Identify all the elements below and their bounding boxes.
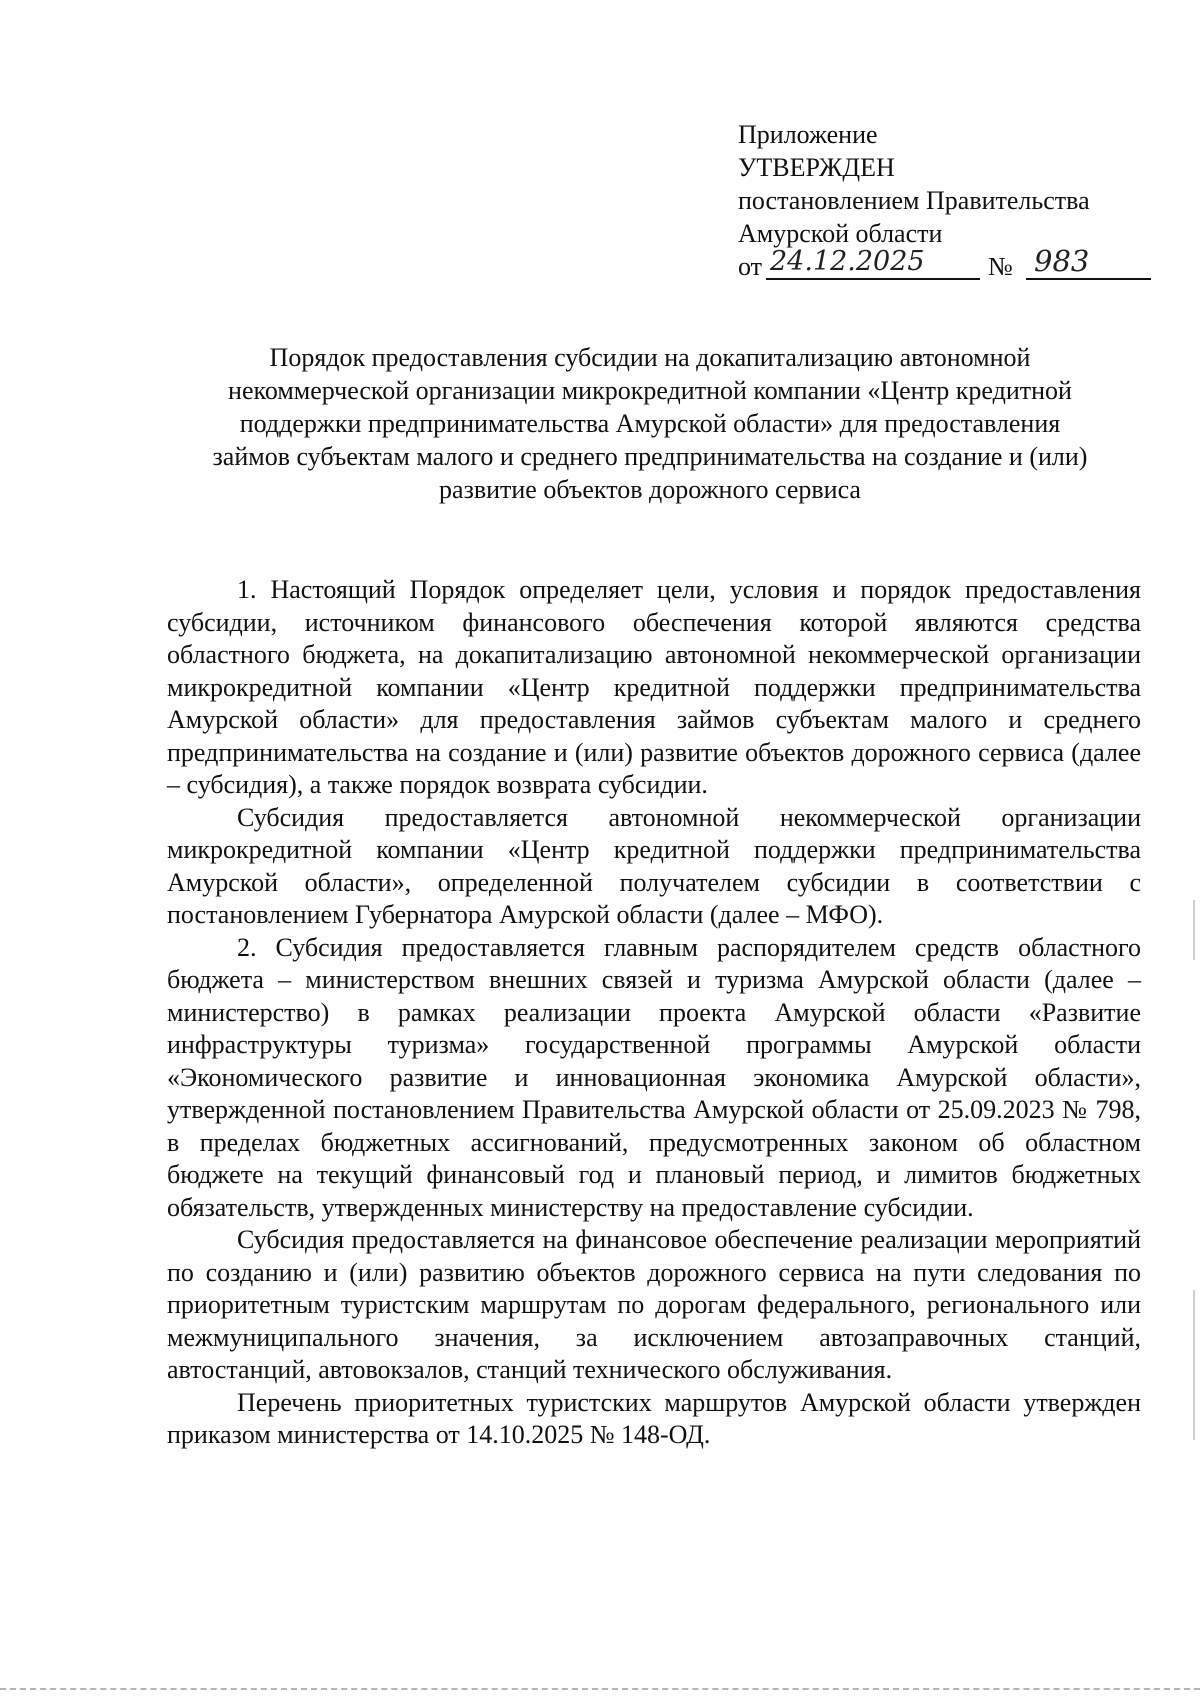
approval-authority-line: постановлением Правительства <box>738 186 1090 215</box>
title-line: некоммерческой организации микрокредитной компании «Центр кредитной <box>228 376 1072 405</box>
title-line: Порядок предоставления субсидии на докапитализацию автономной <box>269 343 1031 372</box>
approval-date-number-line <box>738 244 1138 288</box>
approval-approved-label: УТВЕРЖДЕН <box>738 153 895 182</box>
date-prefix: от <box>738 252 763 281</box>
paragraph-5: Перечень приоритетных туристских маршрутов Амурской области утвержден приказом министерства от 14.10.2025 № 148-ОД. <box>167 1387 1141 1449</box>
handwritten-number: 983 <box>1026 245 1151 280</box>
paragraph-4: Субсидия предоставляется на финансовое обеспечение реализации мероприятий по созданию и (или) развитию объектов дорожного сервиса на пути следования по приоритетным туристским маршрутам по дорогам федерального, регионального или межмуниципального значения, за исключением автозаправочных станций, автостанций, автовокзалов, станций технического обслуживания. <box>167 1225 1141 1384</box>
number-prefix: № <box>988 252 1013 281</box>
scan-bottom-line <box>0 1688 1200 1690</box>
scan-edge-mark <box>1193 1290 1195 1440</box>
approval-appendix-label: Приложение <box>738 120 878 149</box>
paragraph-2: Субсидия предоставляется автономной некоммерческой организации микрокредитной компании «Центр кредитной поддержки предпринимательства Амурской области», определенной получателем субсидии в соответствии с постановлением Губернатора Амурской области (далее – МФО). <box>167 802 1141 929</box>
document-title <box>160 341 1140 506</box>
document-body <box>167 574 1141 1452</box>
title-line: поддержки предпринимательства Амурской области» для предоставления <box>239 409 1061 438</box>
paragraph-3: 2. Субсидия предоставляется главным распорядителем средств областного бюджета – министерством внешних связей и туризма Амурской области (далее – министерство) в рамках реализации проекта Амурской области «Развитие инфраструктуры туризма» государственной программы Амурской области «Экономического развитие и инновационная экономика Амурской области», утвержденной постановлением Правительства Амурской области от 25.09.2023 № 798, в пределах бюджетных ассигнований, предусмотренных законом об областном бюджете на текущий финансовый год и плановый период, и лимитов бюджетных обязательств, утвержденных министерству на предоставление субсидии. <box>167 932 1141 1222</box>
approval-region-line: Амурской области <box>738 219 943 248</box>
scan-edge-mark <box>1193 900 1195 960</box>
title-line: развитие объектов дорожного сервиса <box>439 475 861 504</box>
handwritten-date: 24.12.2025 <box>766 245 980 280</box>
title-line: займов субъектам малого и среднего предпринимательства на создание и (или) <box>212 442 1088 471</box>
approval-block <box>738 118 1138 288</box>
paragraph-1: 1. Настоящий Порядок определяет цели, условия и порядок предоставления субсидии, источником финансового обеспечения которой являются средства областного бюджета, на докапитализацию автономной некоммерческой организации микрокредитной компании «Центр кредитной поддержки предпринимательства Амурской области» для предоставления займов субъектам малого и среднего предпринимательства на создание и (или) развитие объектов дорожного сервиса (далее – субсидия), а также порядок возврата субсидии. <box>167 575 1141 799</box>
